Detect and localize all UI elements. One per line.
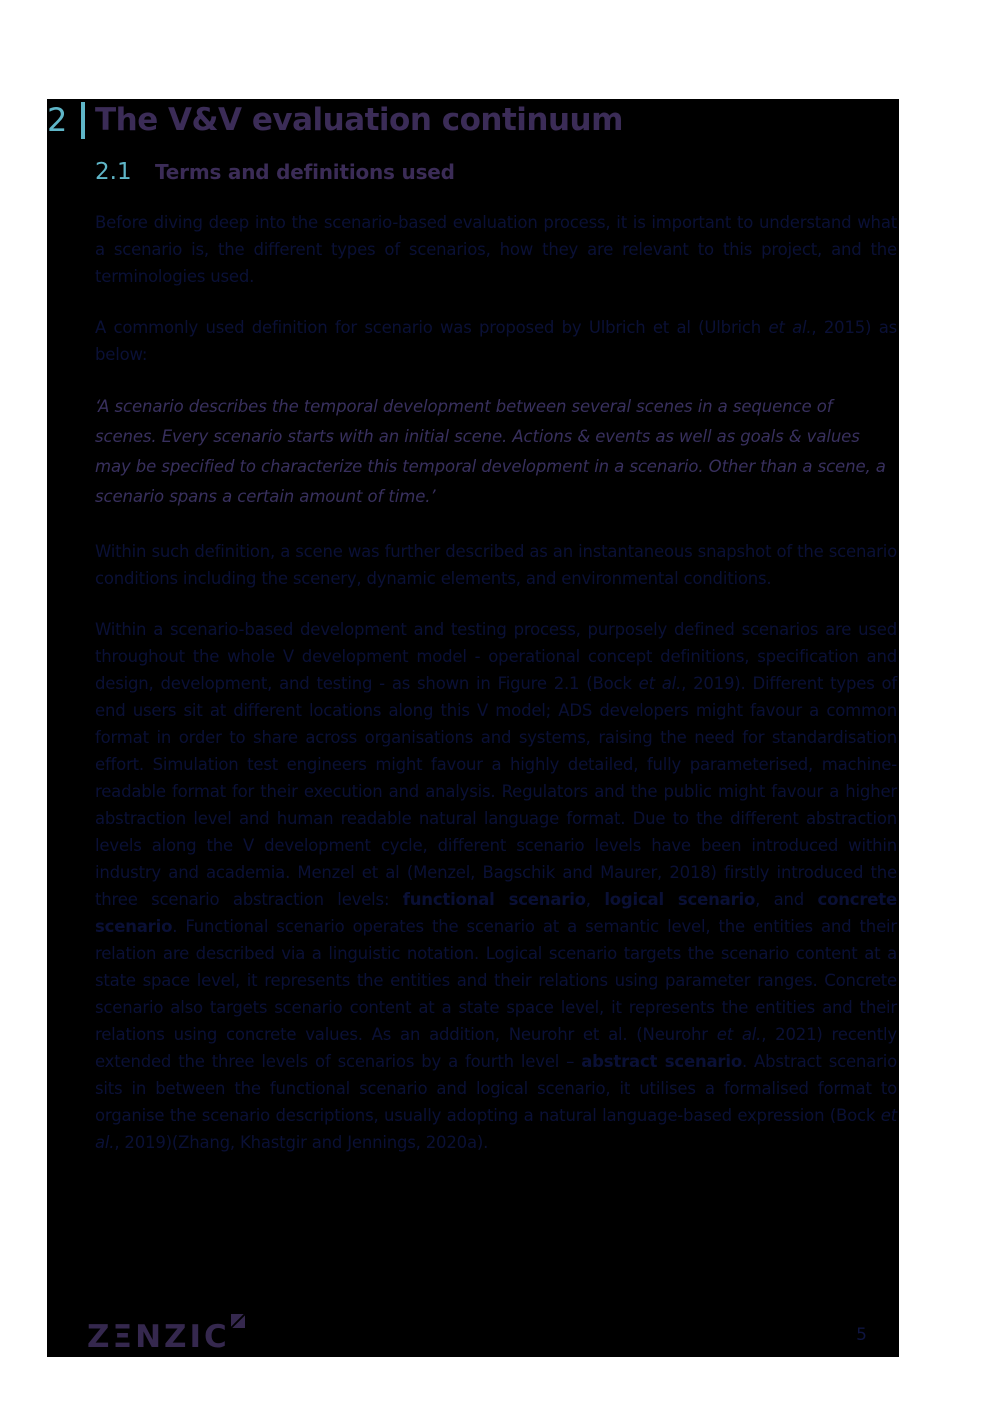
chapter-title: The V&V evaluation continuum	[95, 102, 623, 138]
text-segment: A commonly used definition for scenario was proposed by Ulbrich et al (Ulbrich	[95, 318, 769, 337]
text-segment: abstract scenario	[581, 1052, 742, 1071]
section-heading	[95, 159, 897, 185]
text-segment: et al.	[638, 674, 682, 693]
page-number: 5	[856, 1325, 867, 1345]
text-segment: , 2021) recently extended the three levels of scenarios by a fourth level –	[95, 1025, 897, 1071]
content-area	[47, 99, 899, 1357]
text-segment: Within a scenario-based development and testing process, purposely defined scenarios are used throughout the whole V development model - operational concept definitions, specification and design, development, and testing - as shown in Figure 2.1 (Bock	[95, 620, 897, 693]
body-paragraph	[95, 538, 897, 592]
text-segment: et al.	[95, 1106, 897, 1152]
document-body	[95, 209, 897, 1156]
section-title: Terms and definitions used	[155, 160, 455, 184]
text-segment: Before diving deep into the scenario-based evaluation process, it is important to understand what a scenario is, the different types of scenarios, how they are relevant to this project, and the terminologies used.	[95, 213, 897, 286]
heading-divider-bar	[81, 102, 85, 139]
body-paragraph	[95, 314, 897, 368]
chapter-heading	[47, 101, 897, 143]
text-segment: Within such definition, a scene was further described as an instantaneous snapshot of the scenario conditions including the scenery, dynamic elements, and environmental conditions.	[95, 542, 897, 588]
text-segment: logical scenario	[604, 890, 756, 909]
text-segment: ,	[585, 890, 605, 909]
text-segment: ‘A scenario describes the temporal development between several scenes in a sequence of scenes. Every scenario starts with an initial scene. Actions & events as well as goals & values may be specified to characterize this temporal development in a scenario. Other than a scene, a scenario spans a certain amount of time.’	[95, 397, 886, 506]
text-segment: . Abstract scenario sits in between the functional scenario and logical scenario, it utilises a formalised format to organise the scenario descriptions, usually adopting a natural language-based expression (Bock	[95, 1052, 897, 1125]
text-segment: , 2019). Different types of end users sit at different locations along this V model; ADS developers might favour a common format in order to share across organisations and systems, raising the need for standardisation effort. Simulation test engineers might favour a highly detailed, fully parameterised, machine-readable format for their execution and analysis. Regulators and the public might favour a higher abstraction level and human readable natural language format. Due to the different abstraction levels along the V development cycle, different scenario levels have been introduced within industry and academia. Menzel et al (Menzel, Bagschik and Maurer, 2018) firstly introduced the three scenario abstraction levels:	[95, 674, 898, 909]
text-segment: concrete scenario	[95, 890, 897, 936]
quote-paragraph	[95, 392, 897, 512]
body-paragraph	[95, 616, 897, 1156]
text-segment: et al.	[716, 1025, 762, 1044]
text-segment: functional scenario	[402, 890, 586, 909]
chapter-number: 2	[47, 101, 68, 139]
text-segment: . Functional scenario operates the scenario at a semantic level, the entities and their relation are described via a linguistic notation. Logical scenario targets the scenario content at a state space level, it represents the entities and their relations using parameter ranges. Concrete scenario also targets scenario content at a state space level, it represents the entities and their relations using concrete values. As an addition, Neurohr et al. (Neurohr	[95, 917, 897, 1044]
zenzic-logo-mark-icon	[231, 1314, 245, 1328]
body-paragraph	[95, 209, 897, 290]
text-segment: , 2019)(Zhang, Khastgir and Jennings, 2020a).	[114, 1133, 489, 1152]
zenzic-logo	[87, 1319, 245, 1355]
text-segment: , and	[755, 890, 818, 909]
text-segment: , 2015) as below:	[95, 318, 898, 364]
text-segment: et al.	[768, 318, 812, 337]
zenzic-logo-text: ZΞNZIC	[87, 1319, 230, 1355]
section-number: 2.1	[95, 159, 132, 185]
